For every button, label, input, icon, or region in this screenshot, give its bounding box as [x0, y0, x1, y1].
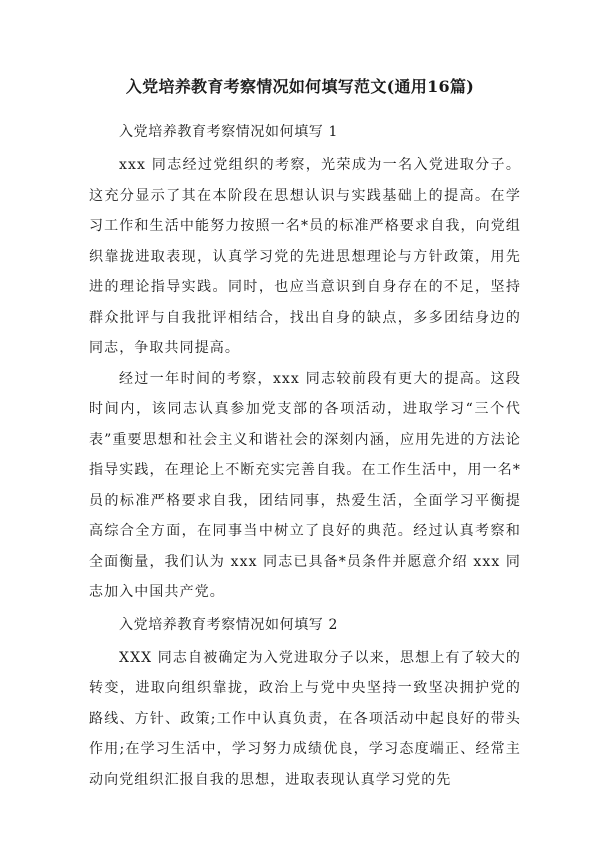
- document-title: 入党培养教育考察情况如何填写范文(通用16篇): [125, 77, 475, 96]
- section-paragraph: 经过一年时间的考察，xxx 同志较前段有更大的提高。这段时间内，该同志认真参加党支部的各项活动，进取学习“三个代表”重要思想和社会主义和谐社会的深刻内涵，应用先进的方法论指导实践，在理论上不断充实完善自我。在工作生活中，用一名*员的标准严格要求自我，团结同事，热爱生活，全面学习平衡提高综合全方面，在同事当中树立了良好的典范。经过认真考察和全面衡量，我们认为 xxx 同志已具备*员条件并愿意介绍 xxx 同志加入中国共产党。: [89, 370, 521, 600]
- section-paragraph: xxx 同志经过党组织的考察，光荣成为一名入党进取分子。这充分显示了其在本阶段在思想认识与实践基础上的提高。在学习工作和生活中能努力按照一名*员的标准严格要求自我，向党组织靠拢进取表现，认真学习党的先进思想理论与方针政策，用先进的理论指导实践。同时，也应当意识到自身存在的不足，坚持群众批评与自我批评相结合，找出自身的缺点，多多团结身边的同志，争取共同提高。: [89, 157, 521, 356]
- document-body: [89, 115, 521, 795]
- section-1: [89, 115, 521, 608]
- section-2: [89, 608, 521, 796]
- section-heading: 入党培养教育考察情况如何填写 2: [119, 616, 338, 633]
- section-heading: 入党培养教育考察情况如何填写 1: [119, 124, 338, 140]
- section-paragraph: XXX 同志自被确定为入党进取分子以来，思想上有了较大的转变，进取向组织靠拢，政治上与党中央坚持一致坚决拥护党的路线、方针、政策;工作中认真负责，在各项活动中起良好的带头作用;在学习生活中，学习努力成绩优良，学习态度端正、经常主动向党组织汇报自我的思想，进取表现认真学习党的先: [89, 649, 521, 788]
